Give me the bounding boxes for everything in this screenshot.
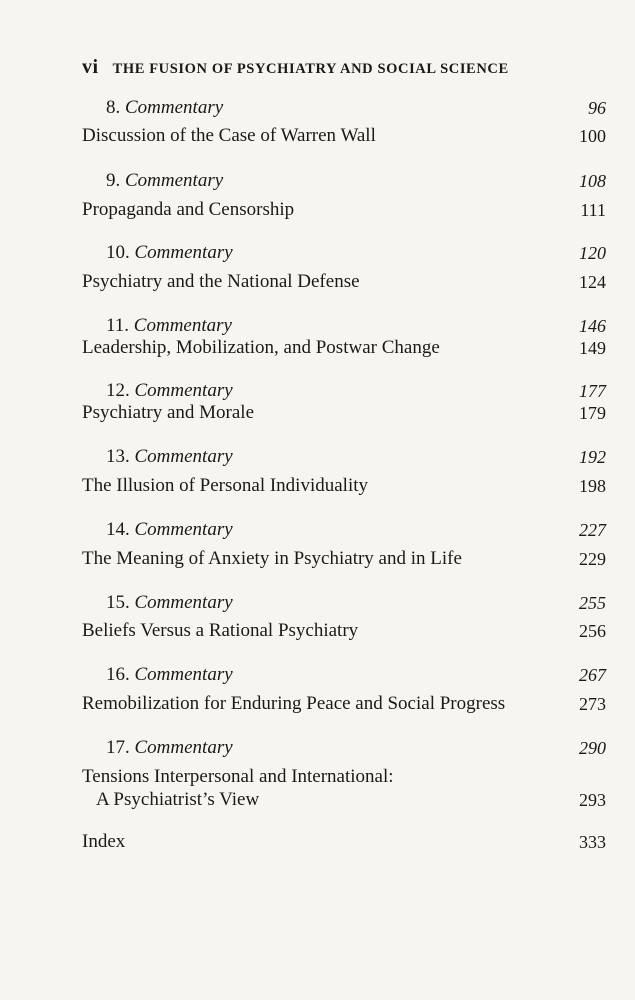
book-title: THE FUSION OF PSYCHIATRY AND SOCIAL SCIENCE — [112, 61, 509, 77]
toc-page-number: 227 — [579, 520, 606, 540]
toc-entry-commentary-8[interactable] — [82, 95, 606, 121]
toc-entry-chapter[interactable] — [82, 546, 606, 572]
toc-entry-chapter[interactable] — [82, 335, 606, 361]
toc-page-number: 100 — [579, 126, 606, 146]
toc-entry-chapter[interactable] — [82, 618, 606, 644]
toc-entry-commentary-9[interactable] — [82, 168, 606, 194]
toc-page-number: 124 — [579, 272, 606, 292]
toc-entry-chapter[interactable] — [82, 197, 606, 223]
toc-entry-label: The Illusion of Personal Individuality — [82, 475, 369, 496]
toc-entry-commentary-15[interactable] — [82, 590, 606, 616]
toc-page-number: 111 — [580, 200, 606, 220]
toc-page-number: 179 — [579, 403, 606, 423]
toc-entry-label: The Meaning of Anxiety in Psychiatry and in Life — [82, 548, 462, 569]
toc-entry-commentary-13[interactable] — [82, 444, 606, 470]
toc-entry-chapter[interactable] — [82, 473, 606, 499]
toc-entry-chapter[interactable] — [82, 123, 606, 149]
toc-page-number: 229 — [579, 549, 606, 569]
toc-entry-label: 16. Commentary — [106, 664, 233, 685]
toc-entry-label: 10. Commentary — [106, 242, 233, 263]
toc-entry-label: 9. Commentary — [106, 170, 224, 191]
toc-entry-index[interactable] — [82, 829, 606, 855]
toc-entry-label: A Psychiatrist’s View — [96, 789, 260, 810]
toc-entry-label: Tensions Interpersonal and International: — [82, 766, 394, 787]
toc-page-number: 146 — [579, 316, 606, 336]
toc-entry-commentary-14[interactable] — [82, 517, 606, 543]
toc-page-number: 149 — [579, 338, 606, 358]
toc-entry-label: 17. Commentary — [106, 737, 233, 758]
toc-page-number: 256 — [579, 621, 606, 641]
toc-entry-chapter[interactable] — [82, 400, 606, 426]
toc-page-number: 255 — [579, 593, 606, 613]
toc-entry-label: 11. Commentary — [106, 315, 232, 336]
toc-page-number: 293 — [579, 790, 606, 810]
toc-entry-label: Index — [82, 831, 126, 852]
toc-entry-commentary-16[interactable] — [82, 662, 606, 688]
toc-entry-label: 14. Commentary — [106, 519, 233, 540]
toc-page-number: 120 — [579, 243, 606, 263]
toc-entry-label: Discussion of the Case of Warren Wall — [82, 125, 376, 146]
toc-entry-label: Psychiatry and the National Defense — [82, 271, 360, 292]
toc-entry-label: Propaganda and Censorship — [82, 199, 295, 220]
toc-entry-chapter[interactable] — [82, 269, 606, 295]
toc-entry-label: 15. Commentary — [106, 592, 233, 613]
toc-page-number: 273 — [579, 694, 606, 714]
toc-entry-label: Beliefs Versus a Rational Psychiatry — [82, 620, 359, 641]
toc-entry-label: 12. Commentary — [106, 380, 233, 401]
toc-entry-commentary-17[interactable] — [82, 735, 606, 761]
toc-page-number: 198 — [579, 476, 606, 496]
toc-page-number: 96 — [588, 98, 606, 118]
toc-page-number: 192 — [579, 447, 606, 467]
toc-entry-label: Psychiatry and Morale — [82, 402, 255, 423]
page-folio: vi — [82, 56, 99, 78]
toc-entry-commentary-10[interactable] — [82, 240, 606, 266]
toc-entry-label: Leadership, Mobilization, and Postwar Change — [82, 337, 440, 358]
running-head — [82, 56, 554, 80]
toc-entry-chapter-continued[interactable] — [82, 787, 606, 813]
toc-entry-chapter[interactable] — [82, 691, 606, 717]
toc-page-number: 333 — [579, 832, 606, 852]
toc-page-number: 177 — [579, 381, 606, 401]
toc-entry-label: 8. Commentary — [106, 97, 224, 118]
toc-page-number: 108 — [579, 171, 606, 191]
toc-page-number: 267 — [579, 665, 606, 685]
toc-entry-label: 13. Commentary — [106, 446, 233, 467]
toc-page-number: 290 — [579, 738, 606, 758]
toc-entry-label: Remobilization for Enduring Peace and Social Progress — [82, 693, 506, 714]
